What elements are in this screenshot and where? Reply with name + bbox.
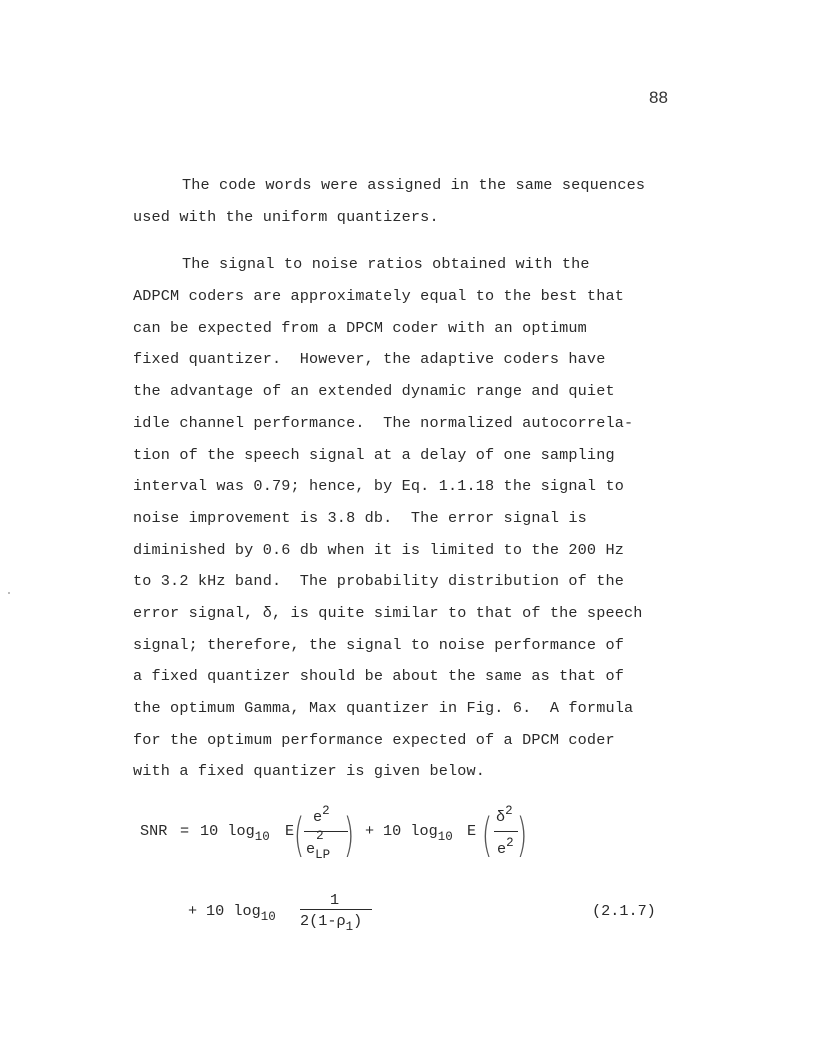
body-text — [133, 170, 693, 788]
text-line: diminished by 0.6 db when it is limited to the 200 Hz — [133, 540, 624, 559]
text-line: The signal to noise ratios obtained with the — [182, 255, 590, 274]
text-line: the optimum Gamma, Max quantizer in Fig. 6. A formula — [133, 699, 634, 717]
right-paren-2: ) — [516, 808, 528, 862]
text-line: for the optimum performance expected of a DPCM coder — [133, 730, 615, 749]
eq-lhs: SNR — [140, 822, 168, 840]
frac2-denominator: $e^2$ — [497, 836, 514, 858]
frac2-numerator: $\delta^2$ — [496, 804, 513, 826]
frac3-numerator: 1 — [330, 891, 340, 909]
text-line: the advantage of an extended dynamic range and quiet — [133, 382, 615, 401]
text-line: can be expected from a DPCM coder with an optimum — [133, 318, 587, 337]
text-line: signal; therefore, the signal to noise performance of — [133, 635, 624, 654]
frac1-denominator: $e_{LP}^2$ — [306, 829, 331, 862]
left-paren-1: ( — [293, 808, 305, 862]
text-line: with a fixed quantizer is given below. — [133, 762, 486, 781]
eq-expectation-1: E — [285, 822, 295, 840]
eq-equals: = — [180, 822, 190, 840]
scan-speck — [8, 592, 10, 594]
text-line: used with the uniform quantizers. — [133, 207, 439, 226]
right-paren-1: ) — [343, 808, 355, 862]
frac2-bar — [494, 831, 518, 832]
text-line: noise improvement is 3.8 db. The error signal is — [133, 508, 587, 527]
equation-number: (2.1.7) — [592, 902, 656, 920]
frac3-bar — [300, 909, 372, 910]
frac3-denominator: $2(1-\rho_1)$ — [300, 912, 363, 934]
eq-expectation-2: E — [467, 822, 477, 840]
eq-plus-1: + — [365, 822, 375, 840]
page-number: 88 — [649, 88, 668, 107]
text-line: to 3.2 kHz band. The probability distribution of the — [133, 572, 624, 591]
text-line: error signal, δ, is quite similar to that of the speech — [133, 603, 643, 622]
text-line: ADPCM coders are approximately equal to the best that — [133, 287, 624, 306]
frac1-numerator: $e^2$ — [313, 804, 330, 826]
text-line: The code words were assigned in the same sequences — [182, 176, 646, 194]
eq-log-term-3: 10 $\log_{10}$ — [206, 902, 276, 924]
text-line: fixed quantizer. However, the adaptive coders have — [133, 350, 606, 369]
frac1-bar — [304, 831, 348, 832]
eq-plus-2: + — [188, 902, 198, 920]
text-line: interval was 0.79; hence, by Eq. 1.1.18 the signal to — [133, 477, 624, 496]
left-paren-2: ( — [481, 808, 493, 862]
eq-log-term-1: 10 $\log_{10}$ — [200, 822, 270, 844]
text-line: idle channel performance. The normalized autocorrela- — [133, 413, 634, 432]
text-line: tion of the speech signal at a delay of one sampling — [133, 445, 615, 464]
eq-log-term-2: 10 $\log_{10}$ — [383, 822, 453, 844]
text-line: a fixed quantizer should be about the same as that of — [133, 667, 624, 686]
